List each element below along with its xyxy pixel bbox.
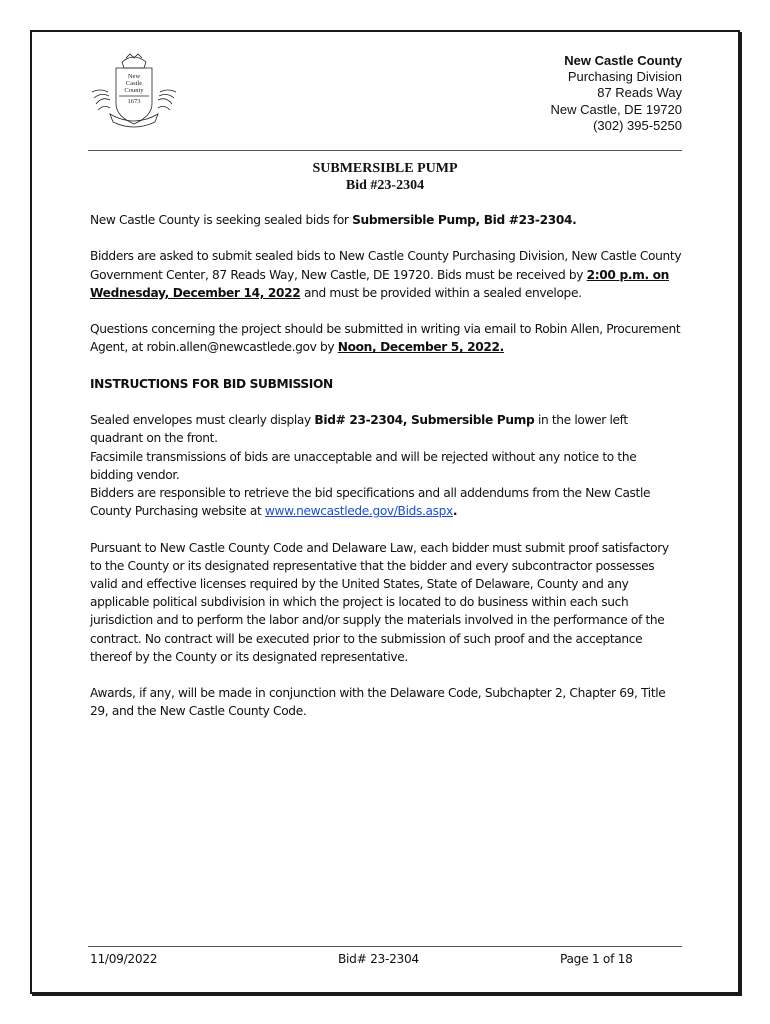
submission-deadline: 2:00 p.m. on Wednesday, December 14, 2022 bbox=[90, 267, 669, 300]
licensing-paragraph: Pursuant to New Castle County Code and Delaware Law, each bidder must submit proof satisfactory to the County or its designated representative that the bidder and every subcontractor possesses valid and effective licenses required by the United States, State of Delaware, County and any applicable political subdivision in which the project is located to do business within each such jurisdiction and to perform the labor and/or supply the materials involved in the performance of the contract. No contract will be executed prior to the submission of such proof and the acceptance thereof by the County or its designated representative. bbox=[90, 540, 669, 664]
facsimile-instruction: Facsimile transmissions of bids are unacceptable and will be rejected without any notice to the bidding vendor. bbox=[90, 449, 637, 482]
instructions-heading bbox=[90, 375, 682, 393]
footer-date: 11/09/2022 bbox=[90, 952, 158, 966]
seal-text-3: County bbox=[124, 87, 144, 94]
questions-paragraph bbox=[90, 320, 682, 356]
footer-bid-number: Bid# 23-2304 bbox=[338, 952, 419, 966]
submission-text: Bidders are asked to submit sealed bids to New Castle County Purchasing Division, New Castle County Government Center, 87 Reads Way, New Castle, DE 19720. Bids must be received by bbox=[90, 249, 682, 282]
envelope-bold: Bid# 23-2304, Submersible Pump bbox=[314, 413, 535, 428]
envelope-text-after: in the lower left quadrant on the front. bbox=[90, 413, 628, 446]
instructions-heading-text: INSTRUCTIONS FOR BID SUBMISSION bbox=[90, 376, 333, 391]
intro-bold: Submersible Pump, Bid #23-2304. bbox=[352, 213, 577, 227]
street-address: 87 Reads Way bbox=[597, 85, 682, 101]
footer-page-number: Page 1 of 18 bbox=[560, 952, 633, 966]
questions-text: Questions concerning the project should be submitted in writing via email to Robin Allen, Procurement Agent, at robin.allen@newcastlede.gov by bbox=[90, 322, 681, 355]
submission-text-after: and must be provided within a sealed envelope. bbox=[300, 285, 582, 300]
intro-text: New Castle County is seeking sealed bids for bbox=[90, 213, 353, 227]
county-seal-logo bbox=[86, 52, 182, 130]
phone-number: (302) 395-5250 bbox=[593, 117, 682, 133]
document-body bbox=[90, 211, 682, 739]
title-line-2: Bid #23-2304 bbox=[345, 178, 425, 193]
retrieve-instruction bbox=[90, 484, 682, 520]
header-divider bbox=[88, 150, 682, 151]
retrieve-text: Bidders are responsible to retrieve the bid specifications and all addendums from the New Castle County Purchasing website at bbox=[90, 485, 651, 519]
document-title bbox=[88, 160, 682, 194]
awards-paragraph: Awards, if any, will be made in conjunction with the Delaware Code, Subchapter 2, Chapter 69, Title 29, and the New Castle County Code. bbox=[90, 686, 666, 719]
envelope-instruction bbox=[90, 411, 682, 447]
org-name: New Castle County bbox=[564, 53, 682, 68]
title-line-1: SUBMERSIBLE PUMP bbox=[312, 161, 458, 176]
questions-deadline: Noon, December 5, 2022. bbox=[337, 340, 504, 355]
city-state-zip: New Castle, DE 19720 bbox=[550, 101, 682, 117]
submission-paragraph bbox=[90, 247, 682, 302]
bids-website-link[interactable]: www.newcastlede.gov/Bids.aspx bbox=[264, 504, 453, 519]
intro-paragraph bbox=[90, 211, 682, 229]
seal-text-4: 1673 bbox=[127, 98, 141, 105]
letterhead-address bbox=[550, 53, 682, 134]
retrieve-text-after: . bbox=[452, 504, 458, 519]
seal-text-2: Castle bbox=[125, 80, 143, 87]
division-name: Purchasing Division bbox=[567, 69, 682, 85]
envelope-text: Sealed envelopes must clearly display bbox=[90, 413, 315, 428]
footer-divider bbox=[88, 946, 682, 947]
seal-text-1: New bbox=[127, 73, 141, 80]
